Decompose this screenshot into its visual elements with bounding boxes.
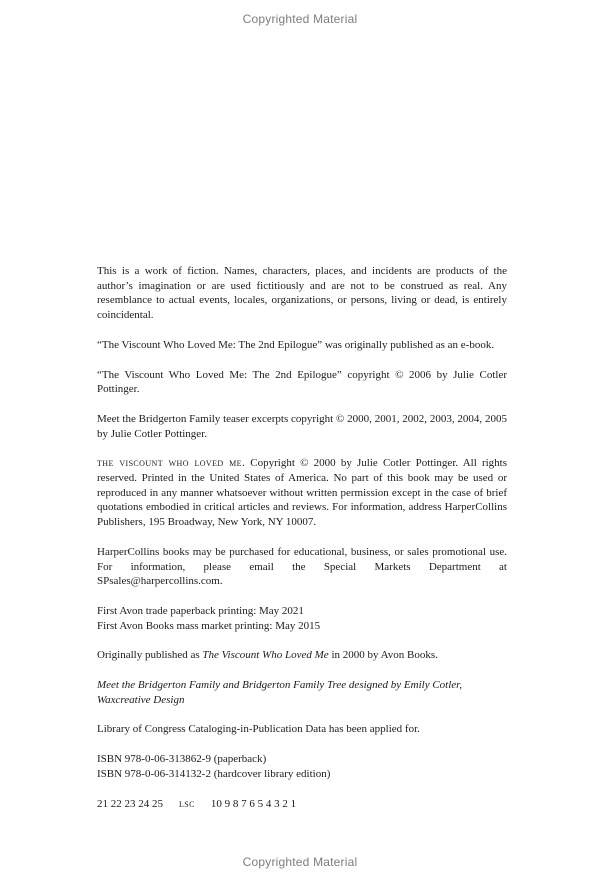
library-of-congress-note: Library of Congress Cataloging-in-Publication Data has been applied for. [97,723,420,736]
printing-trade-line: First Avon trade paperback printing: May 2021 [97,604,304,617]
teaser-copyright-notice: Meet the Bridgerton Family teaser excerpts copyright © 2000, 2001, 2002, 2003, 2004, 2005 by Julie Cotler Pottinger. [97,412,507,440]
epilogue-ebook-note: “The Viscount Who Loved Me: The 2nd Epilogue” was originally published as an e-book. [97,338,495,351]
main-copyright-notice [97,456,507,530]
special-markets-notice: HarperCollins books may be purchased for educational, business, or sales promotional use. For information, please email the Special Markets Department at SPsales@harpercollins.com. [97,545,507,588]
fiction-disclaimer: This is a work of fiction. Names, characters, places, and incidents are products of the author’s imagination or are used fictitiously and are not to be construed as real. Any resemblance to actual events, locales, organizations, or persons, living or dead, is entirely coincidental. [97,265,507,322]
book-title-italic: The Viscount Who Loved Me [202,649,329,662]
copyrighted-material-banner-bottom: Copyrighted Material [242,855,358,869]
original-publication-suffix: in 2000 by Avon Books. [328,649,438,662]
printing-mass-line: First Avon Books mass market printing: May 2015 [97,619,321,632]
original-publication-note [97,648,507,663]
printer-code: lsc [179,797,195,810]
isbn-paperback-line: ISBN 978-0-06-313862-9 (paperback) [97,753,267,766]
main-copyright-text: Copyright © 2000 by Julie Cotler Pottinger. All rights reserved. Printed in the United States of America. No part of this book may be used or reproduced in any manner whatsoever without written permission except in the case of brief quotations embodied in critical articles and reviews. For information, address HarperCollins Publishers, 195 Broadway, New York, NY 10007. [97,457,507,529]
printing-history [97,604,507,633]
epilogue-copyright-notice: “The Viscount Who Loved Me: The 2nd Epilogue” copyright © 2006 by Julie Cotler Pottinger. [97,368,507,396]
designer-credit: Meet the Bridgerton Family and Bridgerton Family Tree designed by Emily Cotler, Waxcreative Design [97,679,462,706]
printer-numbers: 10 9 8 7 6 5 4 3 2 1 [210,797,297,810]
isbn-hardcover-line: ISBN 978-0-06-314132-2 (hardcover library edition) [97,767,331,780]
original-publication-prefix: Originally published as [97,649,203,662]
isbn-block [97,752,507,781]
copyright-text-block [97,264,507,811]
printer-years: 21 22 23 24 25 [97,797,163,810]
copyrighted-material-banner-top: Copyrighted Material [242,12,358,26]
printer-key-line [97,797,507,812]
book-title-smallcaps: the viscount who loved me. [97,457,246,470]
